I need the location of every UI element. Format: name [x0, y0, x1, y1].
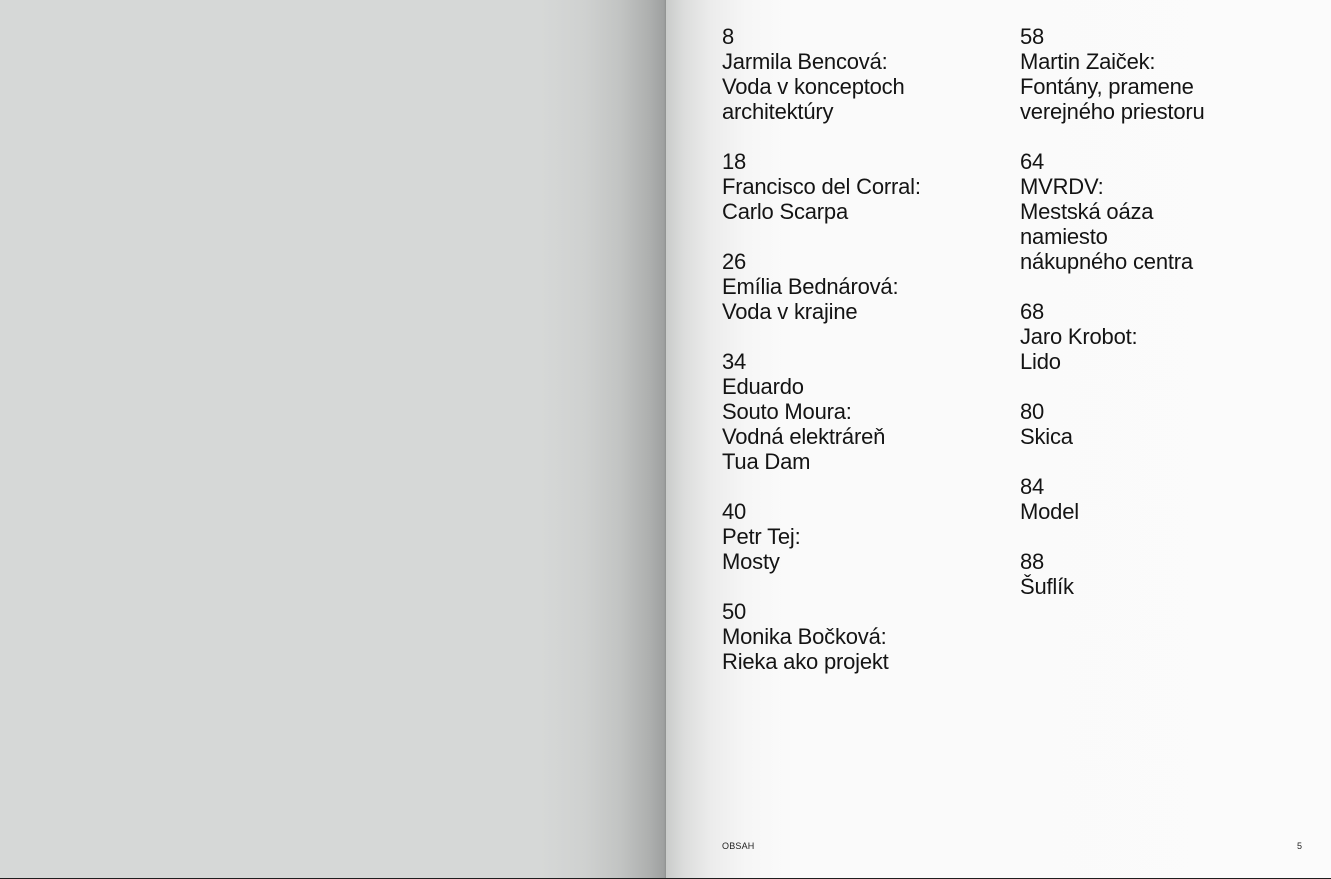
toc-entry	[1020, 24, 1320, 124]
toc-page-number: 84	[1020, 474, 1045, 499]
left-page-blank	[0, 0, 666, 878]
toc-column-1	[722, 24, 1002, 699]
footer-section-label: OBSAH	[722, 841, 755, 851]
toc-page-number: 88	[1020, 549, 1045, 574]
toc-page-number: 64	[1020, 149, 1045, 174]
toc-line: Skica	[1020, 424, 1073, 449]
toc-entry	[722, 599, 1002, 674]
toc-page-number: 50	[722, 599, 747, 624]
toc-line: Vodná elektráreň	[722, 424, 886, 449]
toc-line: namiesto	[1020, 224, 1108, 249]
toc-page-number: 34	[722, 349, 747, 374]
toc-line: Mestská oáza	[1020, 199, 1154, 224]
toc-entry	[1020, 149, 1320, 274]
toc-entry	[722, 499, 1002, 574]
toc-entry	[1020, 474, 1320, 524]
toc-page-number: 8	[722, 24, 735, 49]
toc-entry	[1020, 399, 1320, 449]
toc-line: Mosty	[722, 549, 780, 574]
toc-page-number: 68	[1020, 299, 1045, 324]
toc-line: Jaro Krobot:	[1020, 324, 1138, 349]
toc-line: Lido	[1020, 349, 1061, 374]
toc-line: Monika Bočková:	[722, 624, 887, 649]
toc-line: Martin Zaiček:	[1020, 49, 1156, 74]
toc-line: MVRDV:	[1020, 174, 1104, 199]
toc-line: Jarmila Bencová:	[722, 49, 888, 74]
toc-entry	[722, 349, 1002, 474]
toc-line: Petr Tej:	[722, 524, 801, 549]
toc-entry	[1020, 299, 1320, 374]
toc-page-number: 40	[722, 499, 747, 524]
toc-entry	[722, 249, 1002, 324]
toc-line: Tua Dam	[722, 449, 811, 474]
toc-line: Voda v krajine	[722, 299, 858, 324]
toc-line: verejného priestoru	[1020, 99, 1205, 124]
toc-entry	[722, 149, 1002, 224]
toc-line: Rieka ako projekt	[722, 649, 889, 674]
toc-page-number: 80	[1020, 399, 1045, 424]
toc-entry	[722, 24, 1002, 124]
toc-line: Francisco del Corral:	[722, 174, 921, 199]
toc-line: Voda v konceptoch	[722, 74, 905, 99]
toc-line: Eduardo	[722, 374, 804, 399]
toc-line: Emília Bednárová:	[722, 274, 899, 299]
footer-page-number: 5	[1297, 841, 1303, 851]
toc-line: nákupného centra	[1020, 249, 1193, 274]
toc-line: Model	[1020, 499, 1079, 524]
toc-page-number: 26	[722, 249, 747, 274]
toc-line: Carlo Scarpa	[722, 199, 848, 224]
toc-line: architektúry	[722, 99, 834, 124]
toc-page-number: 58	[1020, 24, 1045, 49]
toc-line: Souto Moura:	[722, 399, 852, 424]
toc-column-2	[1020, 24, 1320, 624]
toc-line: Fontány, pramene	[1020, 74, 1194, 99]
toc-line: Šuflík	[1020, 574, 1074, 599]
toc-entry	[1020, 549, 1320, 599]
toc-page-number: 18	[722, 149, 747, 174]
